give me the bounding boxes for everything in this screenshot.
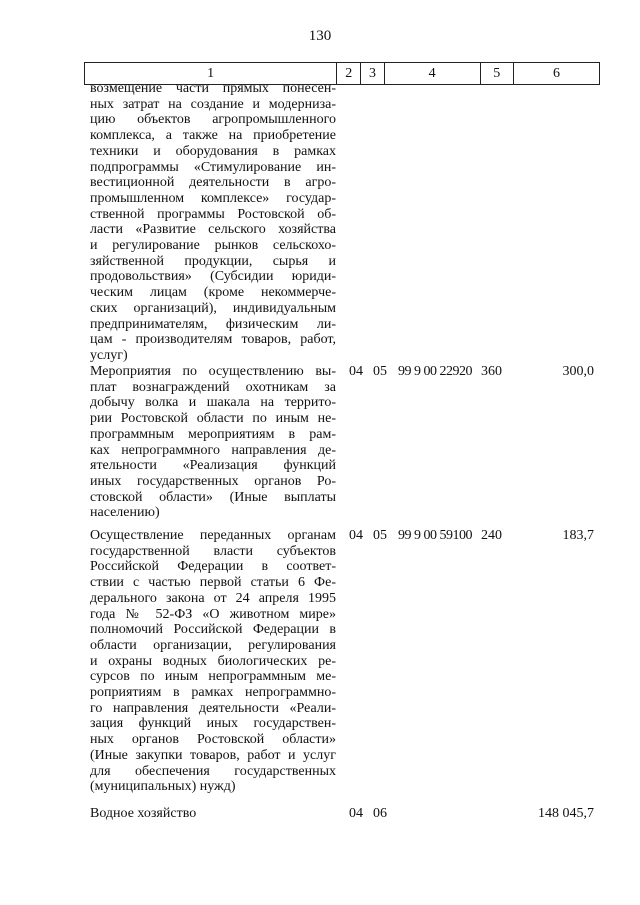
row-3-rz: 04 [349, 528, 363, 543]
row-1-line: услуг) [90, 347, 128, 363]
row-3-line: государственной власти субъектов [90, 543, 336, 559]
row-3-line: (Иные закупки товаров, работ и услуг [90, 747, 336, 763]
row-4-pr: 06 [373, 806, 387, 821]
row-3-line: (муниципальных) нужд) [90, 779, 236, 795]
row-2-sum: 300,0 [562, 364, 594, 379]
row-3-line: сурсов по иным непрограммным ме- [90, 669, 336, 685]
row-2-line: программным мероприятиям в рам- [90, 426, 336, 442]
row-3-line: дерального закона от 24 апреля 1995 [90, 590, 336, 606]
row-3-line: зация функций иных государствен- [90, 716, 336, 732]
row-3-line: Осуществление переданных органам [90, 528, 336, 543]
row-1-line: ческим лицам (кроме некоммерче- [90, 285, 336, 301]
row-2-line: ках непрограммного направления де- [90, 442, 336, 458]
header-col-4: 4 [384, 63, 480, 85]
row-3-vr: 240 [481, 528, 502, 543]
row-1-line: ственной программы Ростовской об- [90, 206, 336, 222]
row-1-line: ласти «Развитие сельского хозяйства [90, 222, 336, 238]
row-1-line: ных затрат на создание и модерниза- [90, 96, 336, 112]
row-4-rz: 04 [349, 806, 363, 821]
header-col-5: 5 [480, 63, 514, 85]
row-1-line: техники и оборудования в рамках [90, 143, 336, 159]
row-3-line: для обеспечения государственных [90, 763, 336, 779]
row-2-csr: 99 9 00 22920 [398, 364, 472, 379]
row-3-csr: 99 9 00 59100 [398, 528, 472, 543]
row-3-line: Российской Федерации в соответ- [90, 559, 336, 575]
row-1-line: и регулирование рынков сельскохо- [90, 238, 336, 254]
row-2-line: населению) [90, 505, 160, 521]
row-3-line: области организации, регулирования [90, 637, 336, 653]
row-2-line: ятельности «Реализация функций [90, 458, 336, 474]
row-3-pr: 05 [373, 528, 387, 543]
row-3-line: роприятиям в рамках непрограммно- [90, 685, 336, 701]
row-2-rz: 04 [349, 364, 363, 379]
row-1-line: возмещение части прямых понесен- [90, 81, 336, 96]
row-1-line: предпринимателям, физическим ли- [90, 316, 336, 332]
page-number: 130 [308, 28, 332, 44]
header-col-1: 1 [85, 63, 337, 85]
row-3-line: полномочий Российской Федерации в [90, 622, 336, 638]
header-col-6: 6 [514, 63, 600, 85]
row-3-sum: 183,7 [562, 528, 594, 543]
row-1-line: промышленном комплексе» государ- [90, 190, 336, 206]
row-2-line: рии Ростовской области по иным не- [90, 411, 336, 427]
row-2-description [90, 364, 336, 521]
row-2-pr: 05 [373, 364, 387, 379]
row-3-line: года № 52-ФЗ «О животном мире» [90, 606, 336, 622]
row-1-line: продовольствия» (Субсидии юриди- [90, 269, 336, 285]
row-1-line: цам - производителям товаров, работ, [90, 332, 336, 348]
row-1-line: цию объектов агропромышленного [90, 112, 336, 128]
row-2-line: плат вознаграждений охотникам за [90, 379, 336, 395]
row-1-description [90, 81, 336, 364]
row-2-line: стовской области» (Иные выплаты [90, 489, 336, 505]
row-3-description [90, 528, 336, 795]
row-2-line: добычу волка и шакала на террито- [90, 395, 336, 411]
row-4-description [90, 806, 336, 822]
row-1-line: ских организаций), индивидуальным [90, 300, 336, 316]
row-4-sum: 148 045,7 [538, 806, 594, 821]
header-col-2: 2 [337, 63, 361, 85]
row-1-line: вестиционной деятельности в агро- [90, 175, 336, 191]
header-col-3: 3 [361, 63, 385, 85]
row-1-line: комплекса, а также на приобретение [90, 128, 336, 144]
row-4-line: Водное хозяйство [90, 806, 197, 821]
row-2-vr: 360 [481, 364, 502, 379]
row-1-line: подпрограммы «Стимулирование ин- [90, 159, 336, 175]
row-3-line: ных органов Ростовской области» [90, 732, 336, 748]
row-2-line: иных государственных органов Ро- [90, 473, 336, 489]
row-3-line: ствии с частью первой статьи 6 Фе- [90, 575, 336, 591]
row-2-line: Мероприятия по осуществлению вы- [90, 364, 336, 379]
row-3-line: го направления деятельности «Реали- [90, 700, 336, 716]
row-3-line: и охраны водных биологических ре- [90, 653, 336, 669]
row-1-line: зяйственной продукции, сырья и [90, 253, 336, 269]
